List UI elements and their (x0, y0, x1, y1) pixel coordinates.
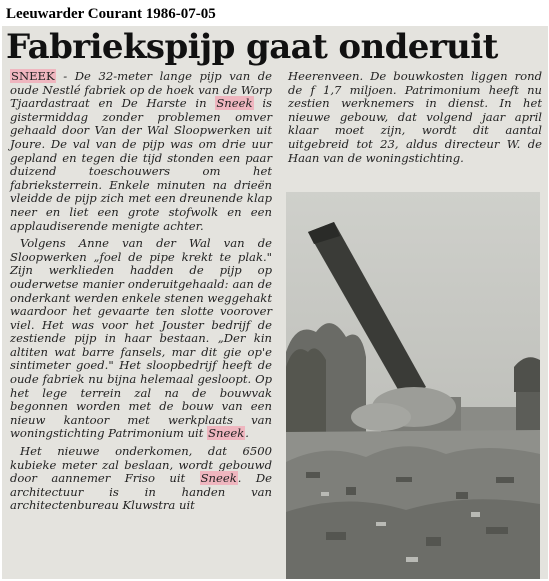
paragraph-text: - De 32-meter lange pijp van de oude Nestlé fabriek op de hoek van de Worp Tjaardastraat en De Harste in (10, 69, 272, 111)
paragraph-text: . De architectuur is in handen van architectenbureau Kluwstra uit (10, 471, 272, 513)
highlight-sneek: SNEEK (11, 69, 55, 83)
newspaper-clipping (2, 26, 548, 579)
headline: Fabriekspijp gaat onderuit (6, 27, 498, 67)
paragraph-2 (10, 237, 272, 441)
paragraph-text: . (245, 426, 249, 441)
highlight-sneek: Sneek (200, 471, 237, 486)
paragraph-3 (10, 445, 272, 513)
paragraph-text: Volgens Anne van der Wal van de Sloopwerken „foel de pipe krekt te plak." Zijn werklieden hadden de pijp op ouderwetse manier onderuitgehaald: aan de onderkant werden enkele stenen weggehakt waardoor het gevaarte ten slotte voorover viel. Het was voor het Jouster bedrijf de zestiende pijp in haar bestaan. „Der kin altiten wat barre fansels, mar dit gie op'e sintimeter goed." Het sloopbedrijf heeft de oude fabriek nu bijna helemaal gesloopt. Op het lege terrein zal na de bouwvak begonnen worden met de bouw van een nieuw kantoor met werkplaats van woningstichting Patrimonium uit (10, 236, 272, 441)
falling-chimney-photo (286, 192, 540, 579)
highlight-sneek: Sneek (216, 96, 253, 111)
article-column-1 (10, 70, 272, 517)
paragraph-text: is gistermiddag zonder problemen omver gehaald door Van der Wal Sloopwerken uit Joure. De val van de pijp was om drie uur gepland en tegen die tijd stonden een paar duizend toeschouwers om het fabrieksterrein. Enkele minuten na drieën vleidde de pijp zich met een dreunende klap neer en liet een grote stofwolk en een applaudiserende menigte achter. (10, 96, 272, 233)
paragraph-1 (10, 70, 272, 233)
article-column-2 (288, 70, 542, 169)
paragraph-text: Het nieuwe onderkomen, dat 6500 kubieke meter zal beslaan, wordt gebouwd door aannemer Friso uit (10, 444, 272, 486)
paragraph-4: Heerenveen. De bouwkosten liggen rond de f 1,7 miljoen. Patrimonium heeft nu zestien werknemers in dienst. In het nieuwe gebouw, dat volgend jaar april klaar moet zijn, wordt dit aantal uitgebreid tot 23, aldus directeur W. de Haan van de woningstichting. (288, 69, 542, 165)
highlight-sneek: Sneek (208, 426, 245, 441)
source-label: Leeuwarder Courant 1986-07-05 (6, 6, 216, 22)
